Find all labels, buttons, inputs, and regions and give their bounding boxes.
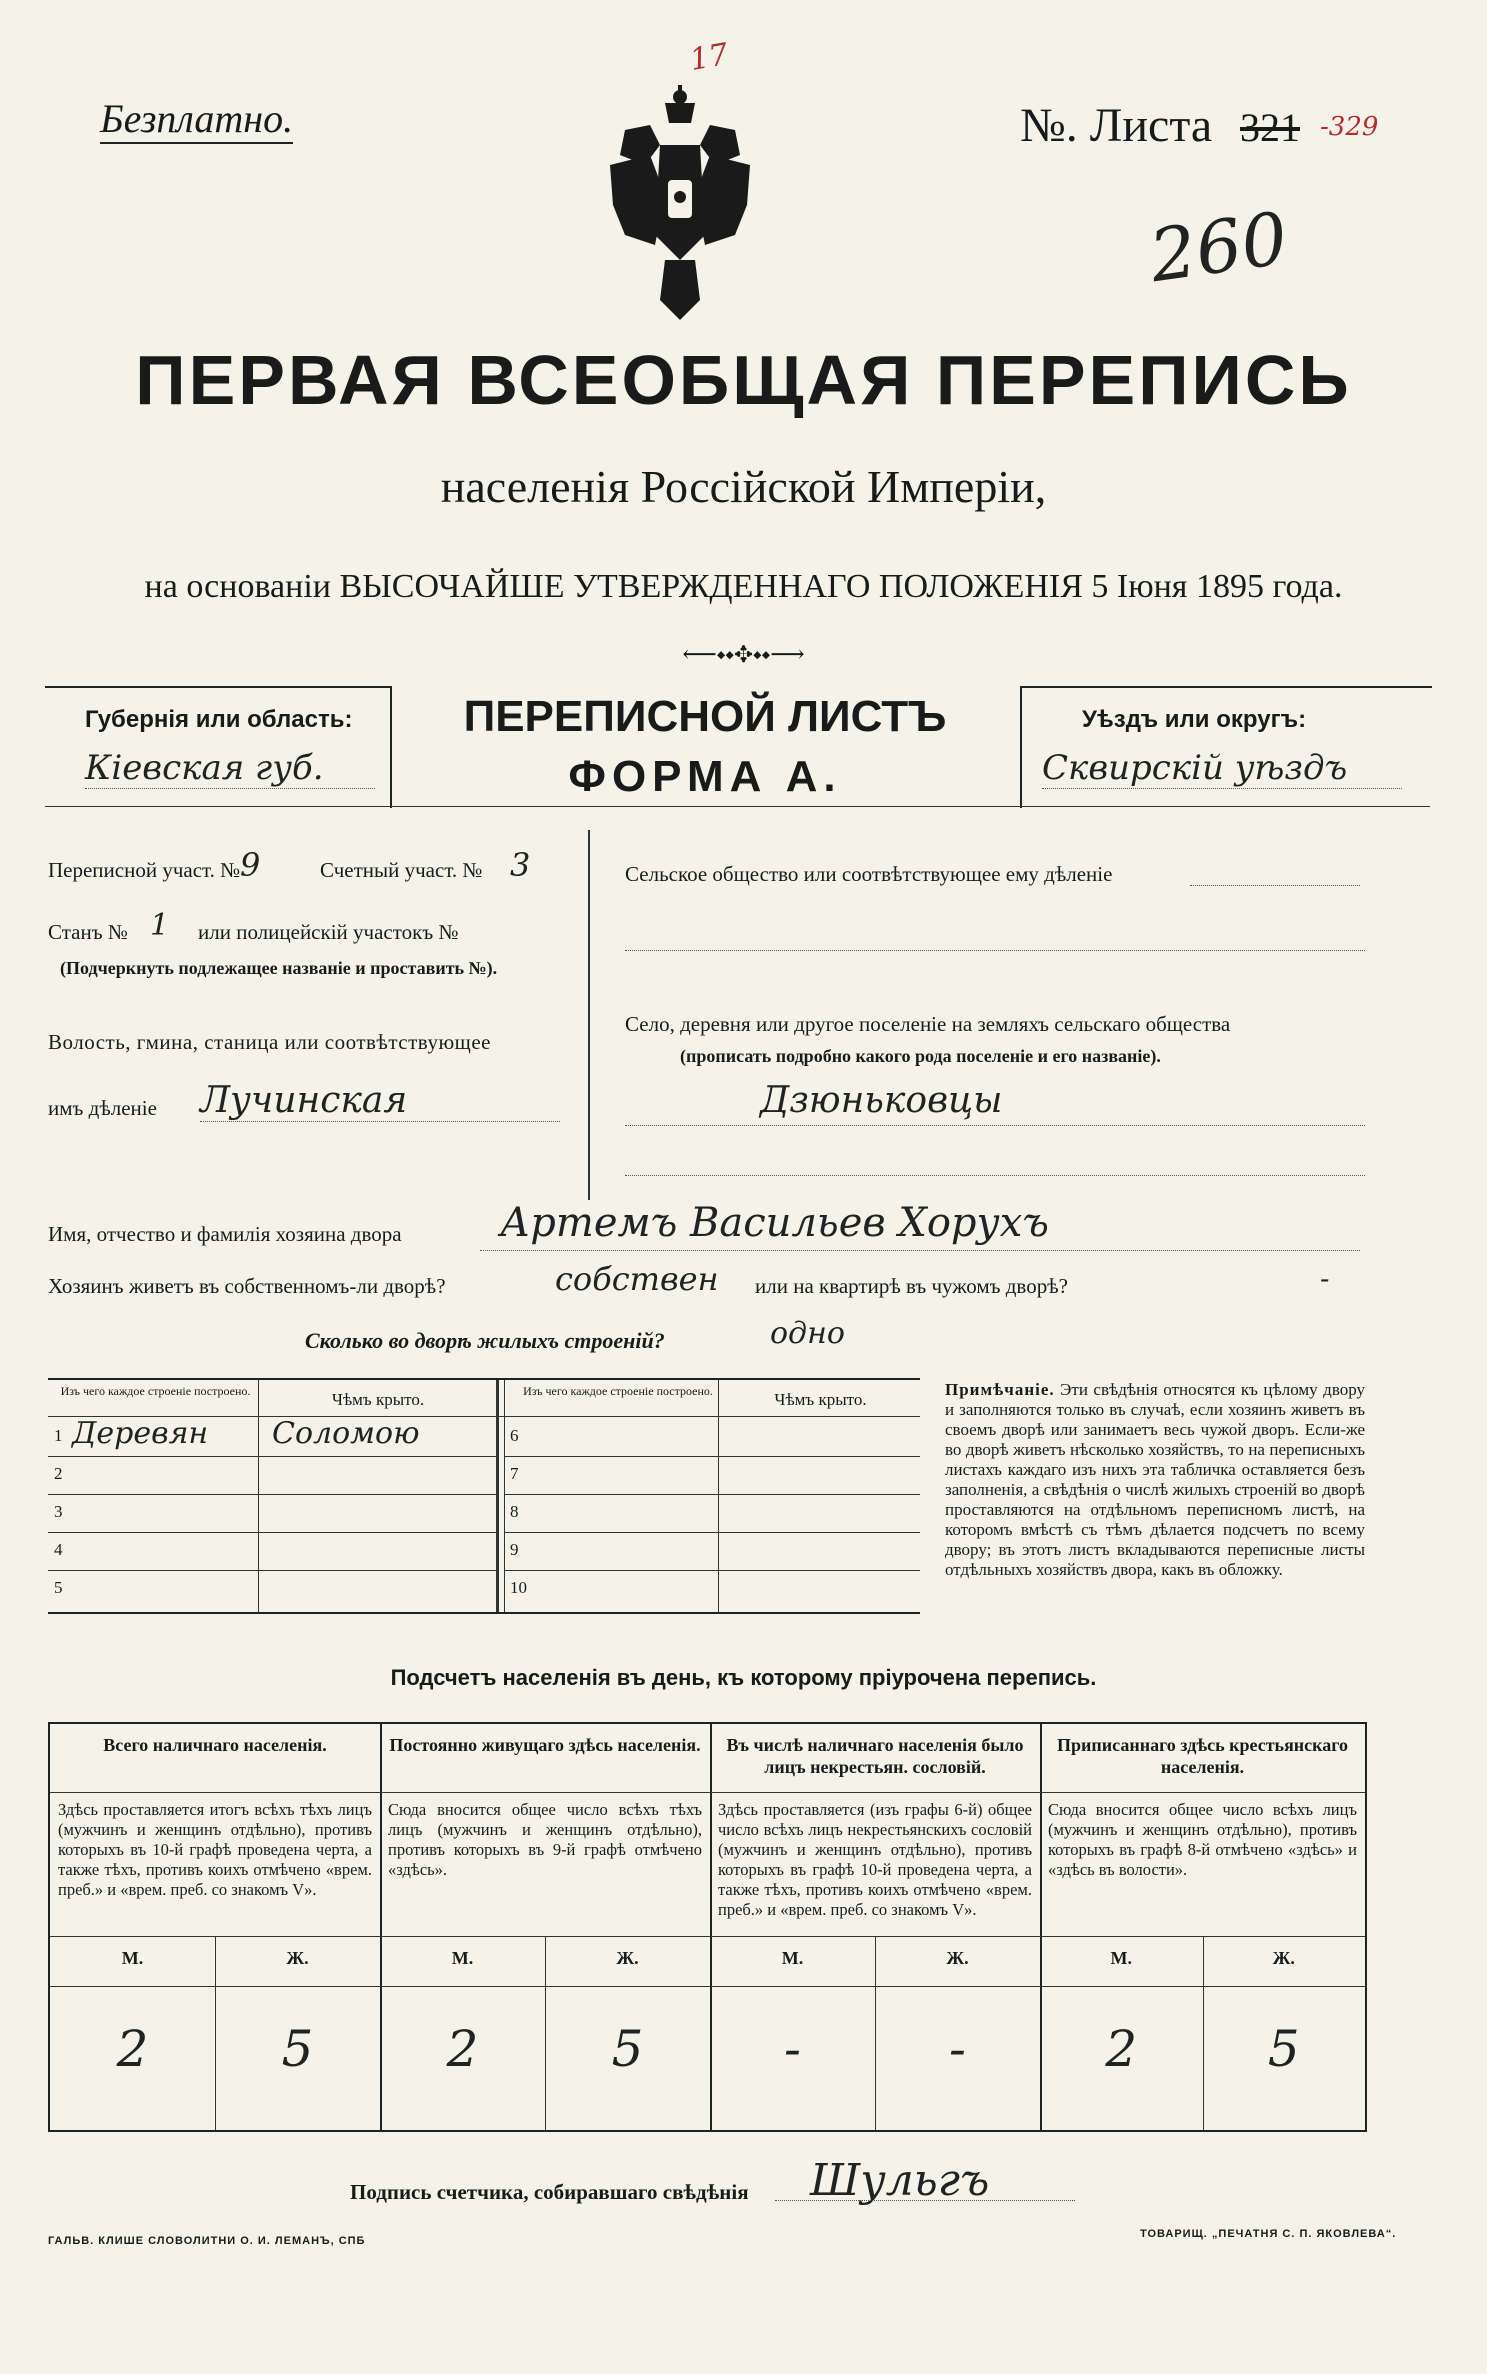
female-header: Ж. [946, 1948, 969, 1968]
count-column-desc: Здѣсь проставляется (изъ графы 6-й) общее число всѣхъ лицъ некрестьянскихъ сословій (мужчинъ и женщинъ отдѣльно), противъ которыхъ въ графѣ 10-й проведена черта, а также тѣхъ, противъ коихъ отмѣчено «врем. преб.» и «врем. преб. со знакомъ V». [718, 1800, 1032, 1919]
district-value: Сквирскій уѣздъ [1042, 748, 1402, 789]
male-header: М. [121, 1948, 144, 1968]
volost-value: Лучинская [200, 1080, 560, 1122]
building-row [48, 1570, 920, 1608]
buildings-label: Сколько во дворѣ жилыхъ строеній? [305, 1328, 665, 1353]
male-header: М. [781, 1948, 804, 1968]
building-row [48, 1494, 920, 1532]
col-material-header-2: Изъ чего каждое строеніе построено. [523, 1384, 713, 1398]
count-table [48, 1722, 1367, 2132]
count-column [50, 1724, 382, 2130]
count-column [380, 1724, 712, 2130]
sheet-number-handwritten: 260 [1144, 195, 1293, 299]
female-count: 5 [281, 2020, 314, 2078]
sheet-number-crossed: 321 [1240, 105, 1300, 150]
count-column-head: Въ числѣ наличнаго населенія было лицъ некрестьян. сословій. [726, 1735, 1024, 1777]
count-column-head: Всего наличнаго населенія. [103, 1735, 327, 1755]
col-material-header: Изъ чего каждое строеніе построено. [60, 1384, 251, 1398]
count-section-label: Счетный участ. № [320, 858, 483, 882]
volost-label: Волость, гмина, станица или соотвѣтствующее [48, 1030, 491, 1054]
female-header: Ж. [286, 1948, 309, 1968]
female-count: 5 [611, 2020, 644, 2078]
own-yard-label: Хозяинъ живетъ въ собственномъ-ли дворѣ? [48, 1274, 446, 1298]
male-header: М. [1110, 1948, 1132, 1968]
count-column-desc: Сюда вносится общее число всѣхъ лицъ (мужчинъ и женщинъ отдѣльно), противъ которыхъ въ графѣ 8-й отмѣчено «здѣсь» и «здѣсь въ волости». [1048, 1800, 1357, 1879]
society-label: Сельское общество или соотвѣтствующее ему дѣленіе [625, 862, 1113, 886]
form-name: ПЕРЕПИСНОЙ ЛИСТЪ [463, 692, 947, 741]
page-title: ПЕРВАЯ ВСЕОБЩАЯ ПЕРЕПИСЬ [135, 341, 1352, 419]
sheet-number-label: №. Листа [1020, 99, 1213, 152]
sheet-number-corner: -329 [1320, 112, 1379, 142]
province-box [45, 686, 392, 808]
own-yard-value: собствен [555, 1260, 719, 1298]
building-row [48, 1532, 920, 1570]
count-column-head: Постоянно живущаго здѣсь населенія. [389, 1735, 701, 1755]
building-row-number: 8 [510, 1502, 519, 1521]
volost-label-2: имъ дѣленіе [48, 1096, 157, 1120]
note-block [945, 1380, 1365, 1580]
building-row-number: 5 [54, 1578, 63, 1597]
page-subtitle: населенія Россійской Имперіи, [440, 461, 1047, 512]
building-row [48, 1456, 920, 1494]
count-column-desc: Сюда вносится общее число всѣхъ тѣхъ лицъ (мужчинъ и женщинъ отдѣльно), противъ которыхъ въ 9-й графѣ отмѣчено «здѣсь». [388, 1800, 702, 1879]
male-count: 2 [116, 2020, 149, 2078]
underline-note: (Подчеркнуть подлежащее названіе и проставить №). [60, 958, 498, 978]
male-count: - [784, 2020, 801, 2078]
rent-value: - [1320, 1262, 1330, 1295]
stan-value: 1 [150, 908, 170, 943]
count-column [710, 1724, 1042, 2130]
stan-label: Станъ № [48, 920, 128, 944]
building-row-number: 9 [510, 1540, 519, 1559]
buildings-value: одно [770, 1316, 845, 1351]
building-row-number: 10 [510, 1578, 527, 1597]
female-count: 5 [1267, 2020, 1300, 2078]
district-label: Уѣздъ или округъ: [1082, 706, 1307, 733]
building-row-number: 7 [510, 1464, 519, 1483]
building-row-number: 1 [54, 1426, 63, 1445]
footer-left: ГАЛЬВ. КЛИШЕ СЛОВОЛИТНИ О. И. ЛЕМАНЪ, СПБ [48, 2235, 366, 2247]
signature-value: Шульгъ [810, 2155, 990, 2206]
female-count: - [949, 2020, 966, 2078]
owner-name-label: Имя, отчество и фамилія хозяина двора [48, 1222, 402, 1246]
census-section-value: 9 [240, 846, 261, 884]
village-note: (прописать подробно какого рода поселеніе и его названіе). [680, 1046, 1161, 1066]
male-count: 2 [1105, 2020, 1138, 2078]
count-column-desc: Здѣсь проставляется итогъ всѣхъ тѣхъ лицъ (мужчинъ и женщинъ отдѣльно), противъ которыхъ въ 10-й графѣ проведена черта, а также тѣхъ, противъ коихъ отмѣчено «врем. преб.» и «врем. преб. со знакомъ V». [58, 1800, 372, 1899]
building-row [48, 1418, 920, 1456]
corner-mark: 17 [687, 36, 731, 79]
building-material: Деревян [72, 1416, 209, 1451]
note-label: Примѣчаніе. [945, 1380, 1055, 1399]
count-section-value: 3 [510, 846, 531, 884]
police-label: или полицейскій участокъ № [198, 920, 459, 944]
form-header-rule [45, 806, 1430, 807]
province-label: Губернія или область: [85, 706, 353, 733]
col-roof-header: Чѣмъ крыто. [331, 1390, 425, 1409]
legal-basis: на основаніи ВЫСОЧАЙШЕ УТВЕРЖДЕННАГО ПОЛОЖЕНІЯ 5 Іюня 1895 года. [144, 568, 1343, 605]
free-label: Безплатно. [100, 95, 293, 144]
footer-right: ТОВАРИЩ. „ПЕЧАТНЯ С. П. ЯКОВЛЕВА“. [1140, 2228, 1397, 2240]
province-value: Кіевская губ. [85, 748, 375, 789]
female-header: Ж. [1272, 1948, 1295, 1968]
district-box [1020, 686, 1432, 808]
col-roof-header-2: Чѣмъ крыто. [774, 1390, 867, 1409]
male-header: М. [451, 1948, 474, 1968]
ornament-divider: ⟵⬩⬩✥⬩⬩⟶ [682, 642, 805, 668]
building-row-number: 4 [54, 1540, 63, 1559]
imperial-eagle-icon [605, 85, 755, 320]
building-roof: Соломою [272, 1416, 420, 1451]
fields-divider [588, 830, 590, 1200]
male-count: 2 [446, 2020, 479, 2078]
building-row-number: 2 [54, 1464, 63, 1483]
female-header: Ж. [616, 1948, 639, 1968]
buildings-table [48, 1378, 920, 1614]
count-column [1040, 1724, 1365, 2130]
form-type: ФОРМА А. [568, 752, 842, 801]
rent-label: или на квартирѣ въ чужомъ дворѣ? [755, 1274, 1068, 1298]
village-label: Село, деревня или другое поселеніе на земляхъ сельскаго общества [625, 1012, 1231, 1036]
count-column-head: Приписаннаго здѣсь крестьянскаго населенія. [1057, 1735, 1348, 1777]
signature-label: Подпись счетчика, собиравшаго свѣдѣнія [350, 2180, 749, 2204]
building-row-number: 6 [510, 1426, 519, 1445]
count-title: Подсчетъ населенія въ день, къ которому пріурочена перепись. [390, 1665, 1097, 1690]
village-value: Дзюньковцы [760, 1080, 1003, 1121]
census-section-label: Переписной участ. № [48, 858, 241, 882]
building-row-number: 3 [54, 1502, 63, 1521]
note-text: Эти свѣдѣнія относятся къ цѣлому двору и заполняются только въ случаѣ, если хозяинъ живетъ въ своемъ дворѣ или занимаетъ весь чужой дворъ. Если-же во дворѣ живетъ нѣсколько хозяйствъ, то на переписныхъ листахъ каждаго изъ нихъ эта табличка оставляется безъ заполненія, а свѣдѣнія о числѣ жилыхъ строеній во дворѣ проставляются на отдѣльномъ переписномъ листѣ, на которомъ вмѣстѣ съ тѣмъ дѣлается подсчетъ по всему двору; въ этотъ листъ вкладываются переписные листы отдѣльныхъ хозяйствъ двора, какъ въ обложку. [945, 1380, 1366, 1579]
owner-name-value: Артемъ Васильев Хорухъ [500, 1200, 1049, 1246]
